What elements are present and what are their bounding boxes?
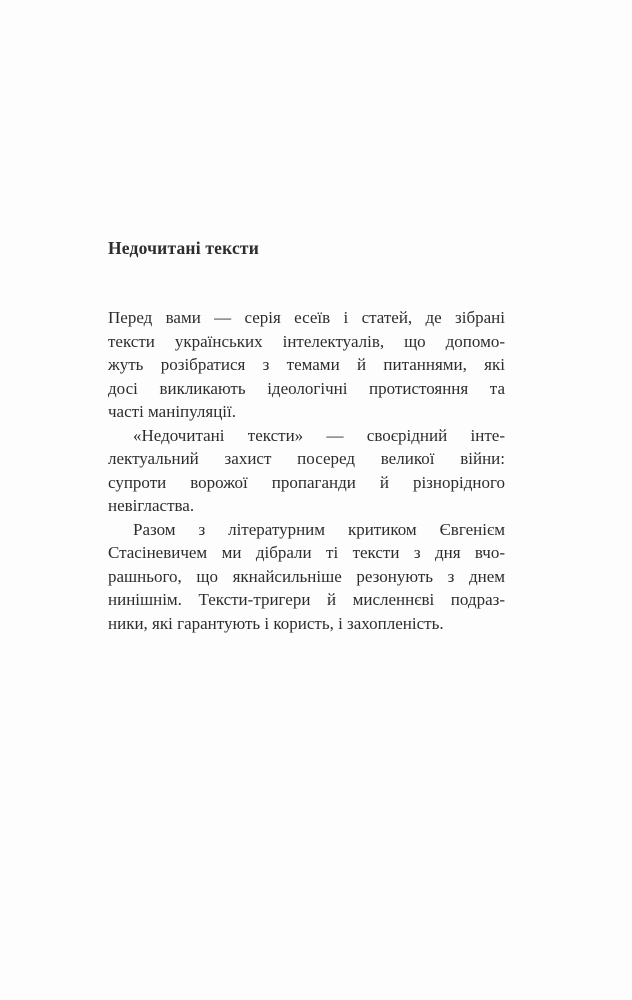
- text-line: Перед вами — серія есеїв і статей, де зібрані: [108, 308, 505, 327]
- text-line: нинішнім. Тексти-тригери й мисленнєві подраз-: [108, 590, 505, 609]
- text-line: лектуальний захист посеред великої війни:: [108, 449, 505, 468]
- paragraph: [108, 424, 505, 518]
- paragraph: [108, 518, 505, 636]
- text-line: «Недочитані тексти» — своєрідний інте-: [133, 425, 505, 445]
- text-line: часті маніпуляції.: [108, 402, 236, 421]
- text-line: супроти ворожої пропаганди й різнорідного: [108, 472, 505, 492]
- text-line: Разом з літературним критиком Євгенієм: [133, 519, 505, 539]
- text-line: рашнього, що якнайсильніше резонують з днем: [108, 566, 505, 586]
- chapter-title: Недочитані тексти: [108, 238, 259, 258]
- paragraph: [108, 306, 505, 424]
- body-text: [108, 306, 505, 635]
- page-content: [108, 236, 505, 635]
- text-line: тексти українських інтелектуалів, що допомо-: [108, 331, 505, 351]
- text-line: досі викликають ідеологічні протистояння та: [108, 378, 505, 398]
- text-line: невігластва.: [108, 496, 195, 515]
- text-line: жуть розібратися з темами й питаннями, які: [108, 355, 505, 374]
- text-line: ники, які гарантують і користь, і захопленість.: [108, 613, 444, 633]
- text-line: Стасіневичем ми дібрали ті тексти з дня вчо-: [108, 543, 505, 562]
